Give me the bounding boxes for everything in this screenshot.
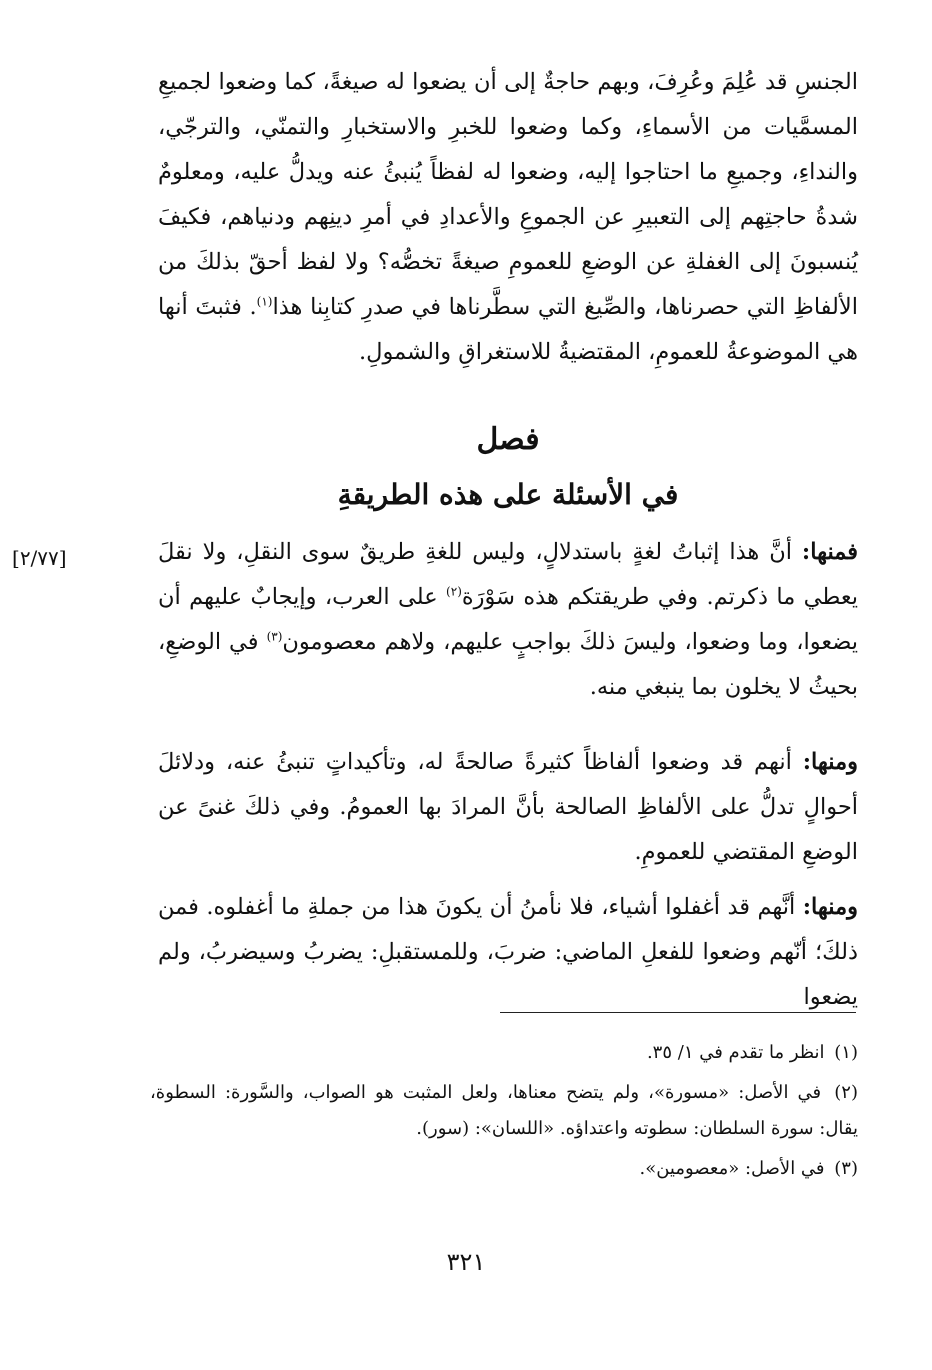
paragraph-objection-2 bbox=[158, 740, 858, 875]
paragraph-lead: ومنها: bbox=[802, 894, 858, 920]
page-number: ٣٢١ bbox=[446, 1248, 486, 1276]
intro-text: الجنسِ قد عُلِمَ وعُرِفَ، وبهم حاجةٌ إلى أن يضعوا له صيغةً، كما وضعوا لجميعِ المسمَّيات من الأسماءِ، وكما وضعوا للخبرِ والاستخبارِ والتمنّي، والترجّي، والنداءِ، وجميعِ ما احتاجوا إليه، وضعوا له لفظاً يُنبئُ عنه ويدلُّ عليه، ومعلومٌ شدةُ حاجتِهم إلى التعبيرِ عن الجموعِ والأعدادِ في أمرِ دينِهم ودنياهم، فكيفَ يُنسبونَ إلى الغفلةِ عن الوضعِ للعمومِ صيغةً تخصُّه؟ ولا لفظ أحقّ بذلكَ من الألفاظِ التي حصرناها، والصِّيغ التي سطَّرناها في صدرِ كتابِنا هذا bbox=[158, 69, 858, 320]
footnote-text: في الأصل: «معصومين». bbox=[639, 1158, 825, 1179]
margin-page-reference: [٢/٧٧] bbox=[12, 546, 67, 570]
footnote-2 bbox=[150, 1075, 858, 1147]
footnote-number: (٢) bbox=[834, 1082, 858, 1103]
paragraph-text: في الوضعِ، بحيثُ لا يخلون بما ينبغي منه. bbox=[158, 629, 858, 700]
intro-text-end: . فثبتَ أنها هي الموضوعةُ للعمومِ، المقتضيةُ للاستغراقِ والشمولِ. bbox=[158, 294, 858, 365]
footnote-1 bbox=[150, 1035, 858, 1071]
intro-paragraph bbox=[158, 60, 858, 375]
footnote-text: في الأصل: «مسورة»، ولم يتضح معناها، ولعل المثبت هو الصواب، والسَّورة: السطوة، يقال: سورة السلطان: سطوته واعتداؤه. «اللسان»: (سور). bbox=[150, 1082, 858, 1139]
section-subtitle: في الأسئلة على هذه الطريقةِ bbox=[337, 478, 679, 511]
paragraph-text: أنَّهم قد أغفلوا أشياء، فلا نأمنُ أن يكونَ هذا من جملةِ ما أغفلوه. فمن ذلكَ؛ أنّهم وضعوا للفعلِ الماضي: ضربَ، وللمستقبلِ: يضربُ وسيضربُ، ولم يضعوا bbox=[158, 894, 858, 1010]
footnotes bbox=[150, 1035, 858, 1191]
footnote-divider bbox=[500, 1012, 856, 1013]
paragraph-text: أنهم قد وضعوا ألفاظاً كثيرةً صالحةً له، وتأكيداتٍ تنبئُ عنه، ودلائلَ أحوالٍ تدلُّ على الألفاظِ الصالحة بأنَّ المرادَ بها العمومُ. وفي ذلكَ غنىً عن الوضعِ المقتضي للعمومِ. bbox=[158, 749, 858, 865]
footnote-number: (١) bbox=[834, 1042, 858, 1063]
paragraph-objection-1 bbox=[158, 530, 858, 710]
footnote-ref-2: (٢) bbox=[446, 584, 462, 599]
footnote-number: (٣) bbox=[834, 1158, 858, 1179]
paragraph-lead: ومنها: bbox=[802, 749, 858, 775]
footnote-3 bbox=[150, 1151, 858, 1187]
paragraph-objection-3 bbox=[158, 885, 858, 1020]
paragraph-lead: فمنها: bbox=[801, 539, 858, 565]
paragraph-text: على العرب، وإيجابٌ عليهم أن يضعوا، وما وضعوا، وليسَ ذلكَ بواجبٍ عليهم، ولاهم معصومون bbox=[158, 584, 858, 655]
section-heading: فصل bbox=[476, 422, 540, 457]
paragraph-text: أنَّ هذا إثباتُ لغةٍ باستدلالٍ، وليس للغةِ طريقٌ سوى النقلِ، ولا نقلَ يعطي ما ذكرتم. وفي طريقتكم هذه سَوْرَة bbox=[158, 539, 859, 610]
footnote-ref-1: (١) bbox=[256, 294, 273, 309]
footnote-ref-3: (٣) bbox=[266, 629, 283, 644]
footnote-text: انظر ما تقدم في ١/ ٣٥. bbox=[646, 1042, 825, 1063]
